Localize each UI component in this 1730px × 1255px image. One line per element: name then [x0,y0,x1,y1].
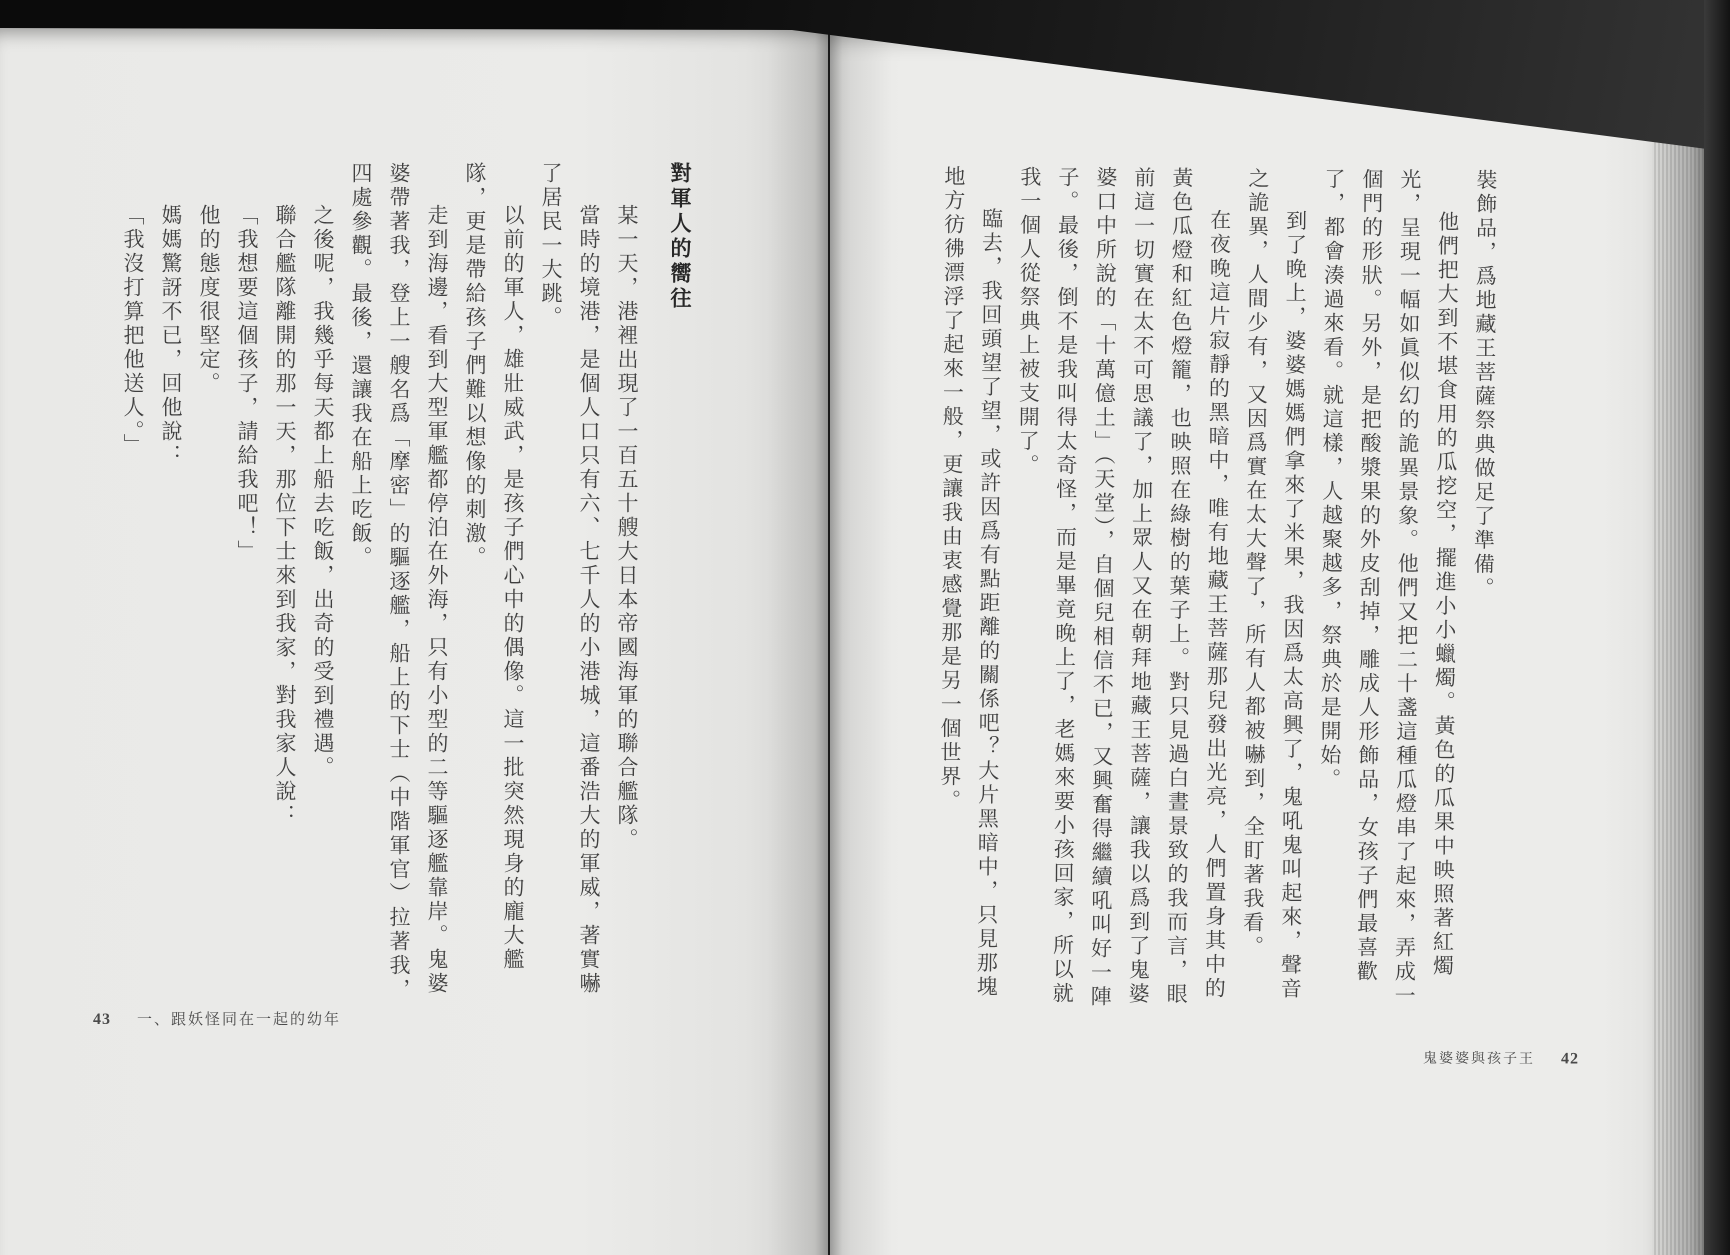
paragraph: 到了晚上，婆婆媽媽們拿來了米果，我因爲太高興了，鬼吼鬼叫起來，聲音之詭異，人間少有，又因爲實在太大聲了，所有人都被嚇到，全盯著我看。 [1240,167,1308,1002]
paragraph: 之後呢，我幾乎每天都上船去吃飯，出奇的受到禮遇。 [311,204,335,780]
paragraph: 在夜晚這片寂靜的黑暗中，唯有地藏王菩薩那兒發出光亮，人們置身其中的黃色瓜燈和紅色燈籠，也映照在綠樹的葉子上。對只見過白晝景致的我而言，眼前這一切實在太不可思議了，加上眾人又在朝拜地藏王菩薩，讓我以爲到了鬼婆婆口中所說的「十萬億土」（天堂），自個兒相信不已，又興奮得繼續吼叫好一陣子。最後，倒不是我叫得太奇怪，而是畢竟晚上了，老媽來要小孩回家，所以就我一個人從祭典上被支開了。 [1015,165,1232,1010]
dialogue-paragraph: 「我沒打算把他送人。」 [121,204,145,458]
left-page [0,28,828,1255]
paragraph: 當時的境港，是個人口只有六、七千人的小港城，這番浩大的軍威，著實嚇了居民一大跳。 [539,162,601,996]
paragraph: 某一天，港裡出現了一百五十艘大日本帝國海軍的聯合艦隊。 [615,204,639,852]
paragraph: 他們把大到不堪食用的瓜挖空，擺進小小蠟燭。黃色的瓜果中映照著紅燭光，呈現一幅如眞似幻的詭異景象。他們又把二十盞這種瓜燈串了起來，弄成一個門的形狀。另外，是把酸漿果的外皮刮掉，雕成人形飾品，女孩子們最喜歡了，都會湊過來看。就這樣，人越聚越多，祭典於是開始。 [1317,167,1460,1009]
left-page-footer [93,1008,341,1029]
right-page [830,34,1652,1255]
paragraph: 裝飾品，爲地藏王菩薩祭典做足了準備。 [1470,168,1499,601]
left-page-text [114,162,710,1018]
section-title: 對軍人的嚮往 [668,162,691,312]
running-header: 一、跟妖怪同在一起的幼年 [137,1012,342,1028]
paragraph: 以前的軍人，雄壯威武，是孩子們心中的偶像。這一批突然現身的龐大艦隊，更是帶給孩子們難以想像的刺激。 [463,162,525,972]
paragraph: 他的態度很堅定。 [197,204,221,396]
page-number: 42 [1560,1050,1580,1068]
page-edge-stack [1652,40,1708,1255]
paragraph: 走到海邊，看到大型軍艦都停泊在外海，只有小型的二等驅逐艦靠岸。鬼婆婆帶著我，登上一艘名爲「摩密」的驅逐艦，船上的下士（中階軍官）拉著我，四處參觀。最後，還讓我在船上吃飯。 [349,162,449,1002]
paragraph: 聯合艦隊離開的那一天，那位下士來到我家，對我家人說： [273,204,297,828]
page-number: 43 [93,1011,111,1028]
background-right-edge [1704,0,1730,1255]
right-page-text [929,165,1505,1025]
dialogue-paragraph: 「我想要這個孩子，請給我吧！」 [235,204,259,564]
right-page-footer [1423,1047,1579,1068]
running-header: 鬼婆婆與孩子王 [1422,1051,1536,1068]
paragraph: 臨去，我回頭望了望，或許因爲有點距離的關係吧？大片黑暗中，只見那塊地方彷彿漂浮了起來一般，更讓我由衷感覺那是另一個世界。 [937,165,1004,1000]
paragraph: 媽媽驚訝不已，回他說： [159,204,183,468]
